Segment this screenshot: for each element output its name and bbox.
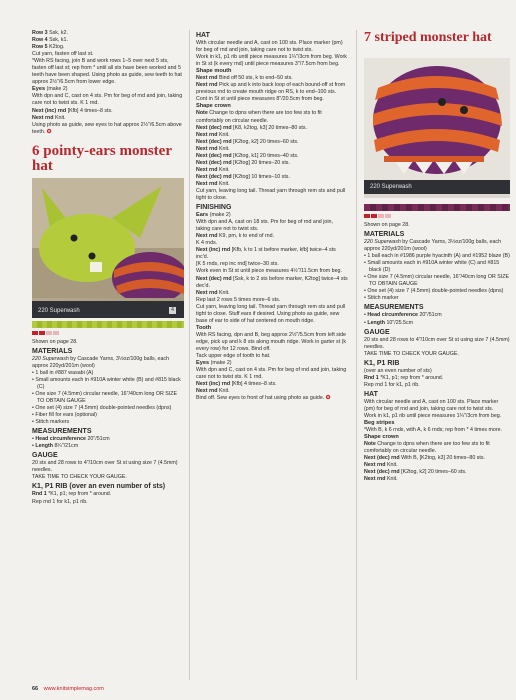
paragraph [364, 351, 510, 358]
text-run: One set (4) size 7 (4.5mm) double-pointed needles (dpns) [35, 405, 172, 412]
text-run: Next (dec) rnd [196, 152, 234, 159]
text-run: Pick up and k into back loop of each bound-off st from previous rnd to create mouth ridge on RS, k to end–100 sts. [196, 82, 346, 96]
yarn-label: 220 Superwash [370, 184, 412, 190]
paragraph [364, 476, 510, 483]
text-run: Shape mouth [196, 68, 232, 75]
column-2 [196, 30, 348, 402]
paragraph [196, 167, 348, 174]
bullet-item [364, 260, 510, 274]
text-run: GAUGE [364, 328, 390, 336]
text-run: Tack upper edge of tooth to hat. [196, 353, 271, 360]
pattern-name: striped monster hat [374, 30, 492, 45]
paragraph [196, 212, 348, 219]
text-run: Rep rnd 1 for k1, p1 rib. [364, 381, 420, 388]
bullet-item [32, 436, 184, 443]
text-run: MEASUREMENTS [32, 428, 92, 436]
paragraph [196, 381, 348, 388]
paragraph [364, 462, 510, 469]
text-run: Next (dec) rnd [364, 469, 402, 476]
text-run: Knit. [218, 388, 230, 395]
text-run: Next rnd [196, 180, 219, 187]
text-run: One set (4) size 7 (4.5mm) double-pointed needles (dpns) [367, 288, 504, 295]
text-run: TAKE TIME TO CHECK YOUR GAUGE. [32, 474, 127, 481]
text-run: Row 4 [32, 37, 50, 44]
text-run: [K8, k2tog, k3] 20 times–80 sts. [233, 124, 307, 131]
text-run: Knit. [218, 131, 230, 138]
text-run: Eyes [32, 86, 47, 93]
text-run: K1, P1 RIB [364, 359, 400, 367]
text-run: K1, P1 RIB [32, 483, 70, 491]
text-run: (make 2) [46, 86, 68, 93]
text-run: Head circumference [367, 312, 420, 319]
text-run: *K1, p1; rep from * around. [48, 491, 112, 498]
text-run: 8¼"/21cm [54, 443, 79, 450]
paragraph [364, 337, 510, 351]
section-heading [32, 347, 184, 356]
section-heading [364, 230, 510, 239]
text-run: Rep rnd 1 for k1, p1 rib. [32, 498, 88, 505]
text-run: Work in k1, p1 rib until piece measures 1¼"/3cm from beg. [364, 412, 502, 419]
text-run: [K2tog] 10 times–10 sts. [233, 173, 290, 180]
text-run: *With RS facing, join B and work rows 1–5 over next 5 sts, fasten off last st; rep from * until all sts have been worked and 5 teeth have been shaped. Using photo as guide, sew teeth to hat approx 2½"/6.5cm from lower edge. [32, 58, 182, 86]
paragraph [196, 103, 348, 110]
text-run: MATERIALS [32, 347, 73, 355]
paragraph [364, 375, 510, 382]
text-run: 1 ball each in #1986 purple hyacinth (A) and #1952 blaze (B) [367, 253, 510, 260]
text-run: With RS facing, dpn and B, beg approx 2½"/5.5cm from left side edge, pick up and k 8 sts along mouth ridge. Work in garter st (k every row) for 12 rows. Bind off. [196, 331, 347, 352]
hat-photo-6 [32, 178, 184, 318]
pattern-number: 7 [364, 30, 371, 45]
text-run: Shape crown [364, 434, 399, 441]
text-run: Rep last 2 rows 5 times more–6 sts. [196, 296, 281, 303]
paragraph [196, 139, 348, 146]
paragraph [32, 51, 184, 58]
column-3-body [364, 204, 510, 483]
paragraph [196, 219, 348, 233]
text-run: [K2tog, k1] 20 times–40 sts. [233, 152, 299, 159]
text-run: FINISHING [196, 204, 232, 212]
paragraph [196, 160, 348, 167]
text-run: Note [196, 110, 210, 117]
text-run: Fiber fill for ears (optional) [35, 412, 97, 419]
paragraph [32, 93, 184, 107]
text-run: Next rnd [196, 82, 219, 89]
yarn-label: 220 Superwash [38, 307, 80, 314]
text-run: Shown on page 28. [32, 338, 78, 345]
paragraph [32, 339, 184, 346]
paragraph [32, 122, 184, 136]
column-divider [189, 30, 190, 680]
text-run: K9, pm, k to end of rnd. [218, 233, 275, 240]
text-run: Next (dec) rnd [196, 173, 234, 180]
text-run: 20"/51cm [419, 312, 442, 319]
paragraph [196, 395, 348, 402]
paragraph [32, 115, 184, 122]
pattern-6-instructions [196, 31, 348, 402]
text-run: ✪ [324, 395, 331, 402]
text-run: 220 Superwash [32, 355, 71, 362]
text-run: MATERIALS [364, 231, 405, 239]
text-run: Head circumference [35, 436, 88, 443]
text-run: Row 3 [32, 30, 50, 36]
text-run: Ears [196, 212, 210, 219]
difficulty-rating [364, 214, 510, 219]
text-run: [Kfb, k to 1 st before marker, kfb] twice–4 sts inc'd. [196, 247, 336, 261]
section-heading [364, 328, 510, 337]
paragraph [196, 325, 348, 332]
pattern-7-instructions [364, 222, 510, 483]
paragraph [196, 304, 348, 325]
text-run: [K2tog, k2] 20 times–60 sts. [233, 138, 299, 145]
paragraph [196, 233, 348, 240]
paragraph [196, 75, 348, 82]
text-run: Next rnd [196, 166, 219, 173]
text-run: Ssk, k2. [49, 30, 68, 36]
text-run: Stitch marker [367, 295, 399, 302]
text-run: Using photo as guide, sew eyes to hat approx 2½"/6.5cm above teeth. [32, 121, 182, 135]
text-run: Next rnd [196, 75, 219, 82]
bullet-item [32, 377, 184, 391]
paragraph [32, 499, 184, 506]
text-run: K2tog. [49, 44, 65, 51]
pattern-title-7 [364, 30, 510, 45]
bullet-item [32, 412, 184, 419]
text-run: 220 Superwash [364, 239, 403, 246]
bullet-item [364, 253, 510, 260]
text-run: Next rnd [196, 145, 219, 152]
pattern-number: 6 [32, 142, 40, 159]
text-run: Beg stripes [364, 419, 395, 426]
bullet-item [32, 443, 184, 450]
text-run: Length [35, 443, 55, 450]
yarn-band [32, 301, 184, 318]
paragraph [196, 153, 348, 160]
bullet-item [364, 288, 510, 295]
text-run: Shape crown [196, 103, 231, 110]
paragraph [32, 108, 184, 115]
text-run: Next rnd [196, 289, 219, 296]
paragraph [196, 125, 348, 132]
text-run: With circular needle and A, cast on 100 sts. Place marker (pm) for beg of rnd and join, taking care not to twist sts. [196, 40, 343, 54]
paragraph [196, 40, 348, 54]
bullet-item [32, 405, 184, 412]
text-run: Next (dec) rnd [364, 455, 402, 462]
text-run: Cut yarn, leaving long tail. Thread yarn through rem sts and pull tight to close. Stuff ears if desired. Using photo as guide, sew base of ear to side of hat centered on mouth ridge. [196, 303, 346, 324]
paragraph [364, 469, 510, 476]
paragraph [364, 368, 510, 375]
text-run: 20 sts and 28 rows to 4"/10cm over St st using size 7 (4.5mm) needles. [32, 460, 178, 474]
text-run: Next (inc) rnd [196, 247, 232, 254]
yarn-swatch [364, 204, 510, 211]
text-run: Work even in St st until piece measures 4½"/11.5cm from beg. [196, 268, 342, 275]
text-run: Cut yarn, fasten off last st. [32, 51, 94, 58]
bullet-item [364, 312, 510, 319]
text-run: Tooth [196, 324, 212, 331]
text-run: Next rnd [196, 131, 219, 138]
text-run: Next rnd [196, 388, 219, 395]
paragraph [196, 367, 348, 381]
paragraph [196, 181, 348, 188]
paragraph [196, 96, 348, 103]
paragraph [196, 360, 348, 367]
bullet-item [32, 370, 184, 377]
text-run: Ssk, k1. [49, 37, 68, 44]
hat-photo-7 [364, 58, 510, 198]
paragraph [196, 110, 348, 124]
text-run: TAKE TIME TO CHECK YOUR GAUGE. [364, 350, 459, 357]
yarn-weight-icon: 4 [169, 307, 176, 314]
paragraph [196, 332, 348, 353]
text-run: Knit. [218, 145, 230, 152]
paragraph [364, 420, 510, 427]
text-run: [K2tog] 20 times–20 sts. [233, 159, 290, 166]
tooth-instructions [32, 30, 184, 136]
text-run: Next (dec) rnd [196, 138, 234, 145]
text-run: [Kfb] 4 times–8 sts. [231, 381, 277, 388]
text-run: MEASUREMENTS [364, 304, 424, 312]
text-run: Cut yarn, leaving long tail. Thread yarn through rem sts and pull tight to close. [196, 187, 346, 202]
text-run: [K2tog, k2] 20 times–60 sts. [401, 469, 467, 476]
paragraph [196, 132, 348, 139]
text-run: by Cascade Yarns, 3½oz/100g balls, each approx 220yd/201m (wool) [32, 355, 170, 369]
section-heading [364, 303, 510, 312]
paragraph [32, 474, 184, 481]
paragraph [364, 455, 510, 462]
bullet-item [32, 419, 184, 426]
page-number: 66 [32, 686, 39, 692]
paragraph [196, 188, 348, 202]
text-run: Knit. [386, 476, 398, 483]
column-3 [364, 30, 510, 45]
text-run: Rnd 1 [364, 374, 381, 381]
section-heading [196, 31, 348, 40]
paragraph [32, 37, 184, 44]
text-run: Rnd 1 [32, 491, 49, 498]
text-run: Eyes [196, 360, 211, 367]
text-run: [Ssk, k to 2 sts before marker, K2tog] twice–4 sts dec'd. [196, 275, 348, 289]
pattern-name: pointy-ears monster hat [32, 142, 172, 174]
paragraph [32, 30, 184, 37]
text-run: Knit. [386, 462, 398, 469]
text-run: Bind off. Sew eyes to front of hat using photo as guide. [196, 395, 325, 402]
bullet-item [32, 391, 184, 405]
text-run: Change to dpns when there are too few sts to fit comfortably on circular needle. [196, 110, 322, 124]
paragraph [196, 247, 348, 261]
text-run: by Cascade Yarns, 3½oz/100g balls, each approx 220yd/201m (wool) [364, 239, 502, 253]
text-run: Shown on page 28. [364, 222, 410, 228]
section-heading [196, 203, 348, 212]
section-heading [364, 359, 510, 368]
text-run: 10"/25.5cm [386, 319, 414, 326]
section-heading [32, 427, 184, 436]
paragraph [196, 297, 348, 304]
paragraph [32, 58, 184, 86]
paragraph [196, 174, 348, 181]
paragraph [32, 44, 184, 51]
paragraph [196, 290, 348, 297]
text-run: Next (dec) rnd [196, 159, 234, 166]
website-url: www.knitsimplemag.com [43, 686, 104, 692]
text-run: [Kfb] 4 times–8 sts. [67, 107, 113, 114]
text-run: With dpn and A, cast on 18 sts. Pm for beg of rnd and join, taking care not to twist sts. [196, 219, 333, 233]
text-run: Next rnd [364, 462, 387, 469]
section-heading [32, 451, 184, 460]
paragraph [196, 353, 348, 360]
text-run: (make 2) [209, 212, 231, 219]
text-run: Next (inc) rnd [32, 107, 68, 114]
text-run: With dpn and C, cast on 4 sts. Pm for beg of rnd and join, taking care not to twist sts. K 1 rnd. [196, 367, 347, 381]
text-run: (over an even number of sts) [69, 483, 166, 491]
text-run: *With B, k 6 rnds, with A, k 6 rnds; rep from * 4 times more. [364, 427, 503, 434]
paragraph [364, 222, 510, 229]
paragraph [196, 276, 348, 290]
text-run: Next (dec) rnd [196, 275, 234, 282]
yarn-band [364, 180, 510, 194]
text-run: *K1, p1; rep from * around. [380, 374, 444, 381]
text-run: HAT [364, 390, 378, 398]
paragraph [32, 491, 184, 498]
bullet-item [364, 274, 510, 288]
text-run: (over an even number of sts) [364, 367, 432, 374]
paragraph [196, 268, 348, 275]
green-hat-illustration [32, 178, 184, 298]
paragraph [364, 434, 510, 441]
text-run: Knit. [218, 180, 230, 187]
paragraph [196, 82, 348, 96]
paragraph [364, 399, 510, 413]
bullet-item [364, 320, 510, 327]
text-run: Change to dpns when there are too few sts to fit comfortably on circular needle. [364, 441, 490, 455]
paragraph [32, 356, 184, 370]
paragraph [196, 68, 348, 75]
text-run: One size 7 (4.5mm) circular needle, 16"/40cm long OR SIZE TO OBTAIN GAUGE [35, 390, 178, 405]
section-heading [364, 390, 510, 399]
paragraph [364, 427, 510, 434]
text-run: Note [364, 441, 378, 448]
difficulty-rating [32, 331, 184, 336]
text-run: 20 sts and 28 rows to 4"/10cm over St st using size 7 (4.5mm) needles. [364, 336, 510, 350]
text-run: [K 5 rnds, rep inc rnd] twice–30 sts. [196, 261, 279, 268]
text-run: With B, [K2tog, k3] 20 times–80 sts. [401, 455, 485, 462]
text-run: Knit. [218, 166, 230, 173]
text-run: ✪ [45, 128, 52, 135]
text-run: Next (inc) rnd [196, 381, 232, 388]
text-run: Length [367, 319, 387, 326]
text-run: HAT [196, 32, 210, 39]
text-run: GAUGE [32, 452, 58, 460]
paragraph [364, 382, 510, 389]
text-run: Next rnd [32, 114, 55, 121]
text-run: With dpn and C, cast on 4 sts. Pm for beg of rnd and join, taking care not to twist sts. K 1 rnd. [32, 93, 183, 107]
text-run: Cont in St st until piece measures 8"/20.5cm from beg. [196, 96, 324, 103]
bullet-item [364, 295, 510, 302]
paragraph [196, 240, 348, 247]
paragraph [196, 54, 348, 68]
text-run: Small amounts each in #910A winter white (C) and #815 black (D) [367, 260, 500, 274]
text-run: (make 2) [210, 360, 232, 367]
column-divider [356, 30, 357, 680]
text-run: Next rnd [364, 476, 387, 483]
page-footer [32, 686, 104, 692]
text-run: Bind off 50 sts, k to end–50 sts. [218, 75, 293, 82]
pattern-title-6 [32, 144, 184, 174]
column-1 [32, 30, 184, 506]
pattern-6-materials [32, 339, 184, 506]
paragraph [32, 86, 184, 93]
text-run: 20"/51cm [87, 436, 110, 443]
text-run: Small amounts each in #910A winter white (B) and #815 black (C) [35, 376, 181, 390]
text-run: With circular needle and A, cast on 100 sts. Place marker (pm) for beg of rnd and join, taking care not to twist sts. [364, 398, 499, 412]
text-run: Next (dec) rnd [196, 124, 234, 131]
paragraph [364, 441, 510, 455]
striped-hat-illustration [364, 58, 510, 194]
text-run: Stitch markers [35, 419, 70, 426]
text-run: Next rnd [196, 233, 219, 240]
section-heading [32, 482, 184, 491]
yarn-swatch [32, 321, 184, 328]
text-run: Knit. [54, 114, 66, 121]
paragraph [364, 413, 510, 420]
text-run: Row 5 [32, 44, 50, 51]
text-run: Knit. [218, 289, 230, 296]
text-run: One size 7 (4.5mm) circular needle, 16"/40cm long OR SIZE TO OBTAIN GAUGE [367, 274, 510, 288]
text-run: 1 ball in #887 wasabi (A) [35, 369, 94, 376]
paragraph [32, 460, 184, 474]
text-run: Work in k1, p1 rib until piece measures 1¼"/3cm from beg. Work in St st (k every rnd) until piece measures 3"/7.5cm from beg. [196, 54, 347, 68]
paragraph [196, 146, 348, 153]
text-run: K 4 rnds. [196, 240, 218, 247]
paragraph [364, 239, 510, 253]
